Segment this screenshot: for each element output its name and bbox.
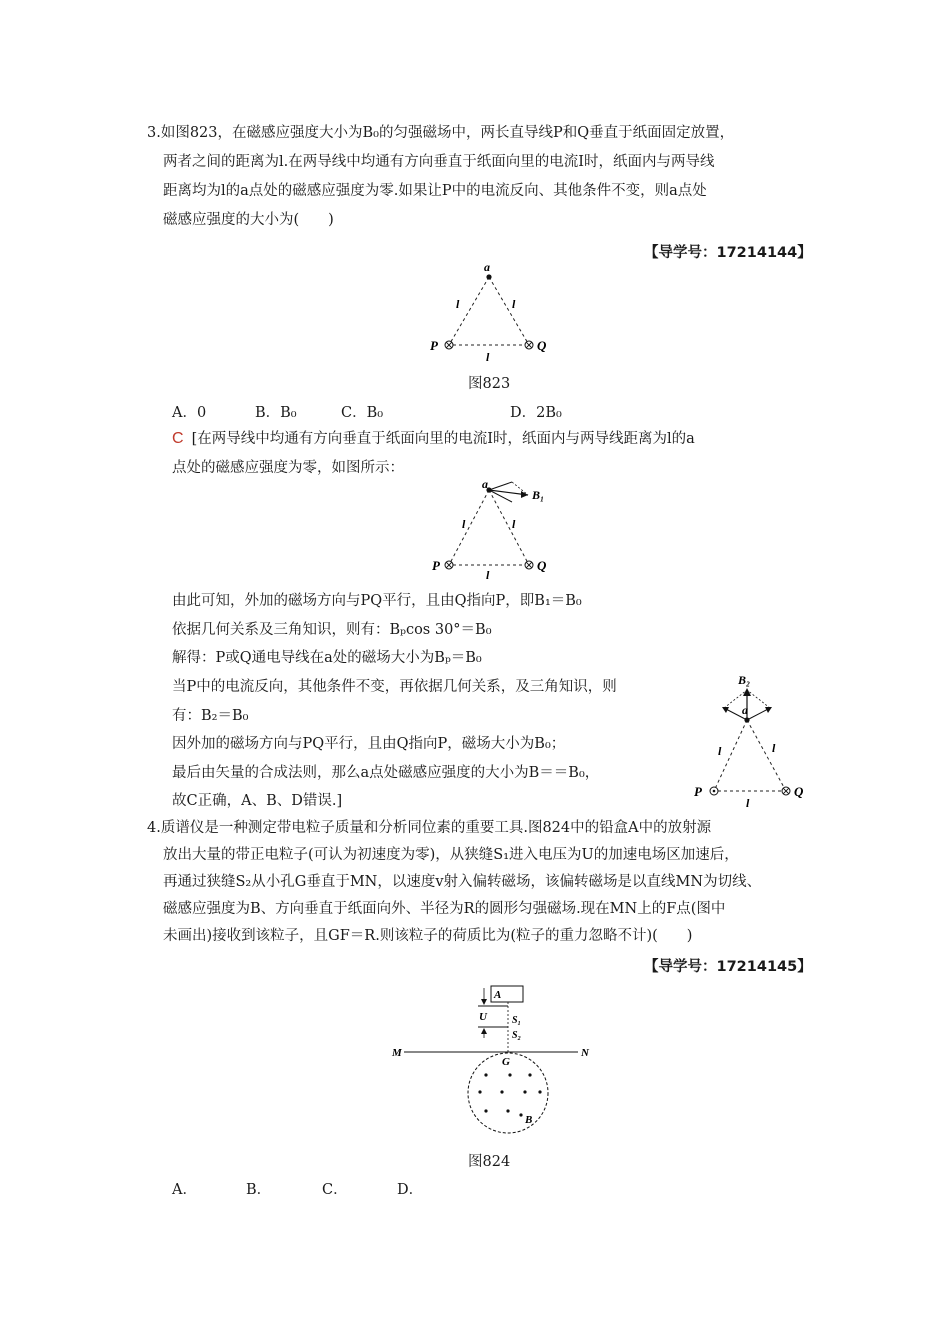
label-P: P	[430, 338, 438, 353]
label-l: l	[718, 744, 722, 758]
q3-option-a: A．0	[172, 405, 207, 421]
label-B1: B₁	[532, 488, 545, 502]
q3-reference-number: 【导学号：17214144】	[644, 245, 812, 261]
q4-option-d: D．	[397, 1182, 424, 1198]
q4-stem-line-2: 放出大量的带正电粒子(可认为初速度为零)，从狭缝S₁进入电压为U的加速电场区加速后，	[163, 847, 739, 863]
label-M: M	[392, 1047, 402, 1059]
q3-option-d: D．2B₀	[510, 405, 562, 421]
q4-stem-line-4: 磁感应强度为B、方向垂直于纸面向外、半径为R的圆形匀强磁场.现在MN上的F点(图中	[163, 901, 726, 917]
q3-solution-line-7: 有：B₂＝B₀	[172, 708, 249, 724]
figure-823-caption: 图823	[468, 376, 511, 392]
q3-solution-line-4: 依据几何关系及三角知识，则有：Bₚcos 30°＝B₀	[172, 622, 492, 638]
q3-solution-figure-2	[690, 672, 820, 812]
label-l: l	[456, 297, 460, 311]
q3-solution-line-3: 由此可知，外加的磁场方向与PQ平行，且由Q指向P，即B₁＝B₀	[172, 593, 582, 609]
label-l: l	[512, 517, 516, 531]
cross-in-circle-icon	[445, 561, 453, 569]
q4-stem-line-5: 未画出)接收到该粒子，且GF＝R.则该粒子的荷质比为(粒子的重力忽略不计)( )	[163, 928, 693, 944]
q3-stem-line-4: 磁感应强度的大小为( )	[163, 212, 334, 228]
figure-824-caption: 图824	[468, 1154, 511, 1170]
cross-in-circle-icon	[782, 787, 790, 795]
label-Q: Q	[537, 558, 547, 573]
q3-solution-figure	[420, 477, 570, 582]
q3-solution-line-10: 故C正确，A、B、D错误.]	[172, 793, 343, 809]
cross-in-circle-icon	[445, 341, 453, 349]
q3-solution-line-8: 因外加的磁场方向与PQ平行，且由Q指向P，磁场大小为B₀；	[172, 736, 566, 752]
label-a: a	[484, 260, 490, 274]
label-U: U	[479, 1011, 487, 1023]
label-a: a	[482, 477, 488, 491]
cross-in-circle-icon	[525, 341, 533, 349]
q4-stem-line-1: 4.质谱仪是一种测定带电粒子质量和分析同位素的重要工具.图824中的铅盒A中的放射源	[147, 820, 712, 836]
dot-in-circle-icon	[710, 787, 718, 795]
cross-in-circle-icon	[525, 561, 533, 569]
q3-option-c: C．B₀	[341, 405, 384, 421]
q4-stem-line-3: 再通过狭缝S₂从小孔G垂直于MN，以速度v射入偏转磁场，该偏转磁场是以直线MN为切线、	[163, 874, 762, 890]
label-l: l	[486, 350, 490, 364]
label-S1: S₁	[512, 1015, 522, 1026]
q3-stem-line-3: 距离均为l的a点处的磁感应强度为零.如果让P中的电流反向、其他条件不变，则a点处	[163, 183, 707, 199]
label-B2: B₂	[738, 673, 751, 687]
field-dots	[478, 1073, 541, 1116]
q3-solution-line-6: 当P中的电流反向，其他条件不变，再依据几何关系，及三角知识，则	[172, 679, 617, 695]
label-P: P	[694, 784, 702, 799]
label-a: a	[742, 703, 748, 717]
label-P: P	[432, 558, 440, 573]
answer-letter: C	[172, 430, 184, 447]
q3-figure-823	[420, 262, 560, 362]
label-B: B	[525, 1114, 533, 1126]
label-l: l	[512, 297, 516, 311]
label-l: l	[746, 796, 750, 810]
label-G: G	[502, 1056, 510, 1068]
q4-option-a: A．	[172, 1182, 197, 1198]
q3-solution-line-1: C [在两导线中均通有方向垂直于纸面向里的电流I时，纸面内与两导线距离为l的a	[172, 430, 695, 447]
q3-solution-line-2: 点处的磁感应强度为零，如图所示：	[172, 460, 404, 476]
q3-solution-line-5: 解得：P或Q通电导线在a处的磁场大小为Bₚ＝B₀	[172, 650, 482, 666]
q3-stem-line-2: 两者之间的距离为l.在两导线中均通有方向垂直于纸面向里的电流I时，纸面内与两导线	[163, 154, 715, 170]
label-l: l	[486, 568, 490, 582]
q4-reference-number: 【导学号：17214145】	[644, 959, 812, 975]
label-l: l	[772, 741, 776, 755]
q3-stem-line-1: 3.如图823，在磁感应强度大小为B₀的匀强磁场中，两长直导线P和Q垂直于纸面固定放置，	[147, 125, 735, 141]
q3-option-b: B．B₀	[255, 405, 297, 421]
q4-option-c: C．	[322, 1182, 348, 1198]
label-Q: Q	[537, 338, 547, 353]
label-N: N	[581, 1047, 589, 1059]
label-l: l	[462, 517, 466, 531]
q3-solution-line-9: 最后由矢量的合成法则，那么a点处磁感应强度的大小为B＝＝B₀，	[172, 765, 600, 781]
label-A: A	[494, 989, 502, 1001]
label-S2: S₂	[512, 1030, 522, 1041]
q4-option-b: B．	[246, 1182, 272, 1198]
label-Q: Q	[794, 784, 804, 799]
q4-figure-824	[380, 982, 600, 1142]
